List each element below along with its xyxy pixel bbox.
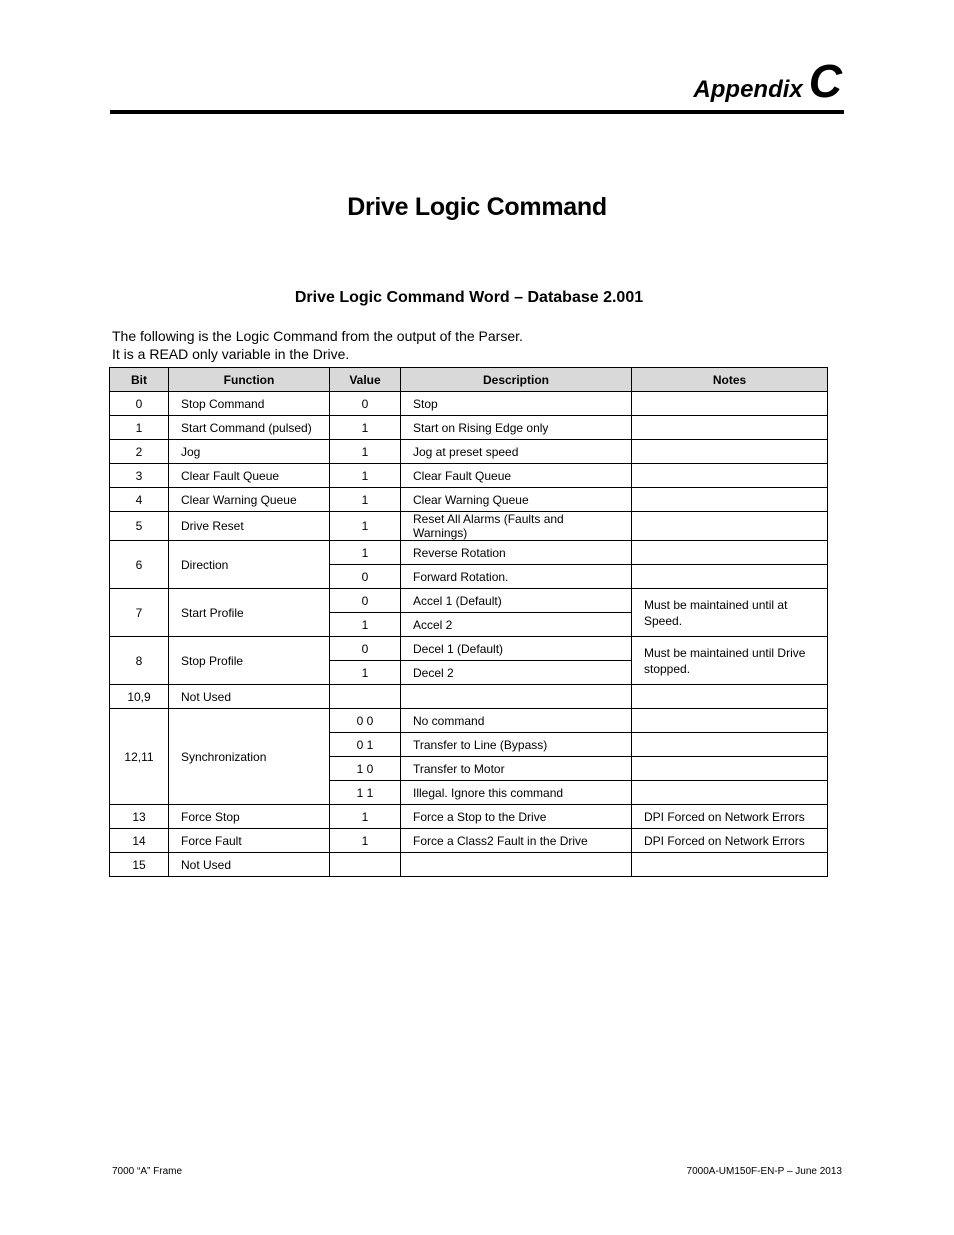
cell-function: Jog: [169, 440, 330, 464]
cell-function: Not Used: [169, 685, 330, 709]
cell-bit: 8: [110, 637, 169, 685]
cell-value: 1: [330, 440, 401, 464]
cell-description: Clear Warning Queue: [401, 488, 632, 512]
cell-notes: [632, 488, 828, 512]
cell-bit: 15: [110, 853, 169, 877]
cell-bit: 0: [110, 392, 169, 416]
cell-notes: [632, 733, 828, 757]
cell-value: 1: [330, 661, 401, 685]
cell-value: 0 1: [330, 733, 401, 757]
cell-notes: [632, 565, 828, 589]
cell-description: Forward Rotation.: [401, 565, 632, 589]
cell-notes: Must be maintained until Drive stopped.: [632, 637, 828, 685]
cell-value: 1: [330, 541, 401, 565]
cell-description: Reverse Rotation: [401, 541, 632, 565]
cell-value: 1: [330, 488, 401, 512]
header-rule: [110, 110, 844, 114]
cell-description: Force a Class2 Fault in the Drive: [401, 829, 632, 853]
cell-description: Illegal. Ignore this command: [401, 781, 632, 805]
cell-bit: 3: [110, 464, 169, 488]
cell-notes: [632, 757, 828, 781]
cell-bit: 6: [110, 541, 169, 589]
cell-description: Transfer to Line (Bypass): [401, 733, 632, 757]
cell-bit: 1: [110, 416, 169, 440]
cell-bit: 14: [110, 829, 169, 853]
cell-description: Jog at preset speed: [401, 440, 632, 464]
cell-function: Synchronization: [169, 709, 330, 805]
cell-notes: [632, 392, 828, 416]
table-row: [110, 541, 828, 565]
cell-description: Clear Fault Queue: [401, 464, 632, 488]
section-subtitle: Drive Logic Command Word – Database 2.001: [294, 289, 644, 306]
intro-line-1: The following is the Logic Command from the output of the Parser.: [112, 328, 523, 344]
cell-bit: 5: [110, 512, 169, 541]
cell-description: Accel 2: [401, 613, 632, 637]
cell-description: Accel 1 (Default): [401, 589, 632, 613]
cell-bit: 13: [110, 805, 169, 829]
footer-left: 7000 “A” Frame: [112, 1166, 183, 1177]
table-row: [110, 853, 828, 877]
cell-function: Direction: [169, 541, 330, 589]
header-notes: Notes: [632, 368, 828, 392]
cell-description: [401, 853, 632, 877]
cell-description: Decel 2: [401, 661, 632, 685]
cell-function: Not Used: [169, 853, 330, 877]
cell-notes: [632, 440, 828, 464]
cell-bit: 7: [110, 589, 169, 637]
cell-function: Start Profile: [169, 589, 330, 637]
table-row: [110, 589, 828, 613]
cell-description: Force a Stop to the Drive: [401, 805, 632, 829]
cell-function: Start Command (pulsed): [169, 416, 330, 440]
cell-notes: [632, 685, 828, 709]
cell-notes: Must be maintained until at Speed.: [632, 589, 828, 637]
cell-function: Stop Command: [169, 392, 330, 416]
cell-description: Decel 1 (Default): [401, 637, 632, 661]
cell-function: Clear Fault Queue: [169, 464, 330, 488]
cell-description: Start on Rising Edge only: [401, 416, 632, 440]
cell-description: [401, 685, 632, 709]
cell-bit: 2: [110, 440, 169, 464]
cell-description: Stop: [401, 392, 632, 416]
header-description: Description: [401, 368, 632, 392]
cell-value: 0 0: [330, 709, 401, 733]
cell-function: Clear Warning Queue: [169, 488, 330, 512]
table-row: [110, 512, 828, 541]
cell-notes: [632, 781, 828, 805]
appendix-heading: [693, 55, 842, 107]
intro-line-2: It is a READ only variable in the Drive.: [112, 346, 350, 362]
table-row: [110, 416, 828, 440]
cell-value: 1 0: [330, 757, 401, 781]
cell-value: 1 1: [330, 781, 401, 805]
cell-notes: DPI Forced on Network Errors: [632, 805, 828, 829]
cell-value: 1: [330, 512, 401, 541]
cell-function: Force Stop: [169, 805, 330, 829]
cell-bit: 10,9: [110, 685, 169, 709]
footer-right: 7000A-UM150F-EN-P – June 2013: [686, 1166, 842, 1177]
header-value: Value: [330, 368, 401, 392]
header-function: Function: [169, 368, 330, 392]
cell-value: [330, 853, 401, 877]
cell-notes: DPI Forced on Network Errors: [632, 829, 828, 853]
cell-bit: 4: [110, 488, 169, 512]
cell-value: 1: [330, 805, 401, 829]
intro-text: [112, 327, 523, 363]
logic-command-table: [109, 367, 828, 877]
cell-description: No command: [401, 709, 632, 733]
cell-value: 1: [330, 829, 401, 853]
table-row: [110, 637, 828, 661]
appendix-letter: C: [808, 55, 842, 107]
header-bit: Bit: [110, 368, 169, 392]
table-row: [110, 488, 828, 512]
page-title: Drive Logic Command: [347, 193, 607, 221]
cell-notes: [632, 541, 828, 565]
cell-value: 0: [330, 637, 401, 661]
cell-function: Drive Reset: [169, 512, 330, 541]
cell-description: Reset All Alarms (Faults and Warnings): [401, 512, 632, 541]
appendix-word: Appendix: [693, 76, 803, 103]
cell-value: 1: [330, 416, 401, 440]
cell-value: 0: [330, 589, 401, 613]
cell-value: 0: [330, 565, 401, 589]
cell-description: Transfer to Motor: [401, 757, 632, 781]
table-header-row: [110, 368, 828, 392]
table-row: [110, 464, 828, 488]
cell-bit: 12,11: [110, 709, 169, 805]
cell-value: 1: [330, 613, 401, 637]
cell-value: [330, 685, 401, 709]
table-row: [110, 805, 828, 829]
cell-notes: [632, 416, 828, 440]
cell-notes: [632, 512, 828, 541]
cell-value: 0: [330, 392, 401, 416]
cell-function: Force Fault: [169, 829, 330, 853]
cell-function: Stop Profile: [169, 637, 330, 685]
table-row: [110, 685, 828, 709]
table-row: [110, 440, 828, 464]
table-body: [110, 392, 828, 877]
cell-notes: [632, 464, 828, 488]
table-row: [110, 709, 828, 733]
table-row: [110, 392, 828, 416]
table-row: [110, 829, 828, 853]
cell-notes: [632, 709, 828, 733]
cell-notes: [632, 853, 828, 877]
cell-value: 1: [330, 464, 401, 488]
